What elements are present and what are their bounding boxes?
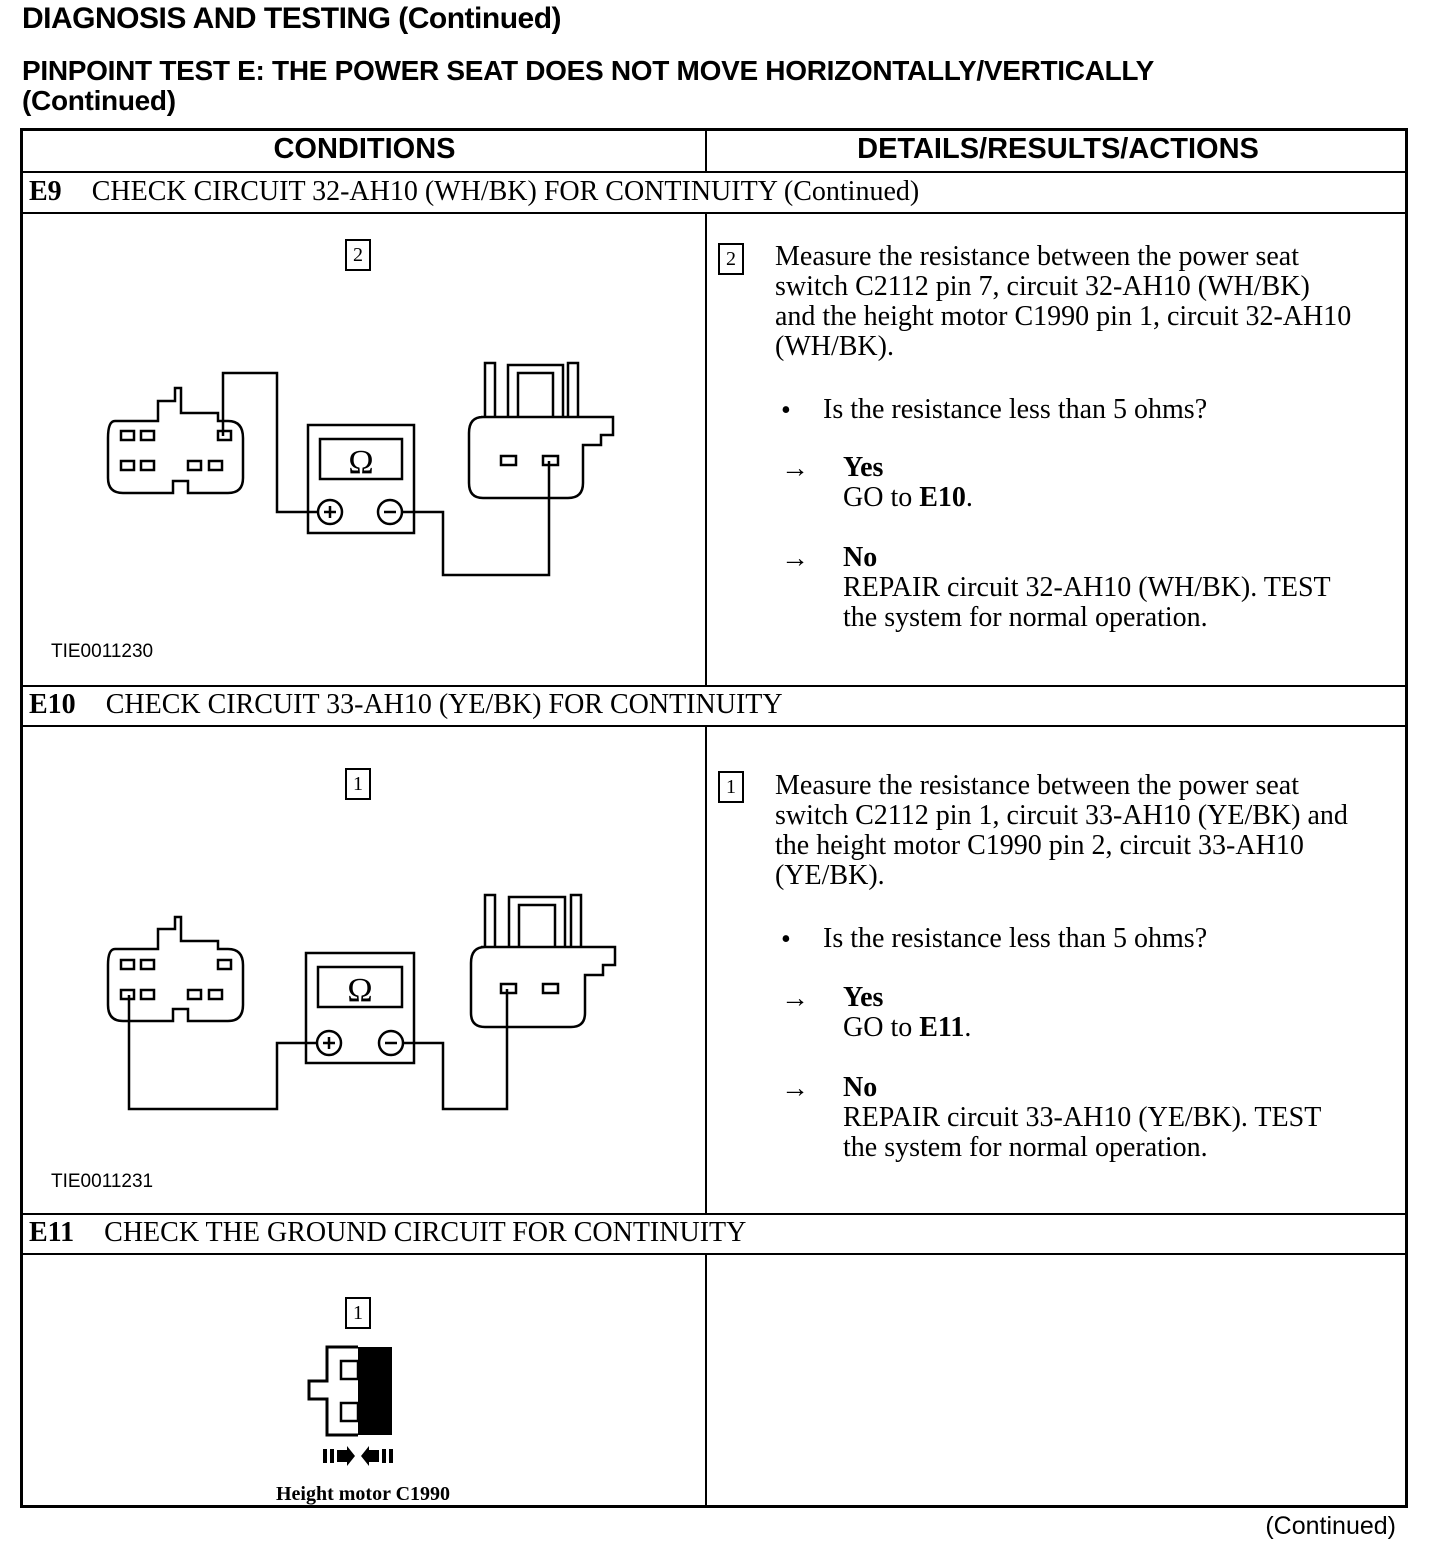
no-action-line: the system for normal operation. [843,1132,1208,1163]
divider [23,1213,1405,1215]
yes-action [843,483,973,513]
instruction-line: Measure the resistance between the power seat [775,770,1299,801]
step-e10-header [29,689,783,721]
e9-instruction [775,242,1351,362]
step-e10-id: E10 [29,689,76,720]
divider [705,212,707,686]
e10-wiring-diagram [23,727,703,1207]
no-action-line: REPAIR circuit 33-AH10 (YE/BK). TEST [843,1102,1322,1133]
details-column-header: DETAILS/RESULTS/ACTIONS [857,133,1259,165]
bullet-icon: • [781,924,791,955]
arrow-icon: → [781,1073,809,1104]
figure-id: TIE0011231 [51,1171,154,1192]
no-action-line: the system for normal operation. [843,602,1208,633]
meter-ohm-symbol: Ω [348,444,374,481]
pinpoint-test-title [22,56,1154,116]
instruction-line: switch C2112 pin 7, circuit 32-AH10 (WH/BK) [775,271,1310,302]
divider [23,171,1405,173]
detail-step-number: 1 [718,771,744,803]
instruction-line: the height motor C1990 pin 2, circuit 33-AH10 [775,830,1304,861]
continued-label: (Continued) [1265,1512,1396,1540]
bullet-icon: • [781,395,791,426]
diagnostic-table [20,128,1408,1508]
instruction-line: switch C2112 pin 1, circuit 33-AH10 (YE/BK) and [775,800,1348,831]
step-e11-header [29,1217,746,1249]
figure-step-number: 2 [345,239,371,271]
yes-action-suffix: . [965,482,973,513]
no-label: No [843,1072,878,1103]
e10-yes-result [843,983,971,1043]
arrow-icon: → [781,543,809,574]
yes-label: Yes [843,452,884,483]
e10-question: Is the resistance less than 5 ohms? [823,923,1208,954]
step-e10-title: CHECK CIRCUIT 33-AH10 (YE/BK) FOR CONTINUITY [105,689,783,720]
instruction-line: Measure the resistance between the power seat [775,241,1299,272]
step-e11-title: CHECK THE GROUND CIRCUIT FOR CONTINUITY [104,1217,747,1248]
arrow-icon: → [781,453,809,484]
arrow-icon: → [781,983,809,1014]
e10-no-result [843,1073,1321,1163]
detail-step-number: 2 [718,243,744,275]
pinpoint-test-title-line2: (Continued) [22,85,176,116]
instruction-line: (WH/BK). [775,331,894,362]
e9-wiring-diagram [23,213,703,683]
instruction-line: and the height motor C1990 pin 1, circuit 32-AH10 [775,301,1352,332]
step-e9-id: E9 [29,176,62,207]
meter-ohm-symbol: Ω [347,972,373,1009]
divider [23,1253,1405,1255]
figure-id: TIE0011230 [51,641,154,662]
yes-action-suffix: . [964,1012,972,1043]
yes-label: Yes [843,982,884,1013]
divider [705,1253,707,1508]
step-e11-id: E11 [29,1217,75,1248]
e9-question: Is the resistance less than 5 ohms? [823,394,1208,425]
step-e9-header [29,176,919,208]
conditions-column-header: CONDITIONS [273,133,456,165]
pinpoint-test-title-line1: PINPOINT TEST E: THE POWER SEAT DOES NOT MOVE HORIZONTALLY/VERTICALLY [22,55,1155,86]
yes-action-target: E11 [919,1012,965,1043]
yes-action [843,1013,971,1043]
figure-step-number: 1 [345,768,371,800]
divider [23,685,1405,687]
e9-no-result [843,543,1331,633]
yes-action-text: GO to [843,1012,920,1043]
yes-action-target: E10 [919,482,966,513]
no-label: No [843,542,878,573]
step-e9-title: CHECK CIRCUIT 32-AH10 (WH/BK) FOR CONTINUITY (Continued) [91,176,920,207]
e9-yes-result [843,453,973,513]
divider [705,725,707,1214]
divider [705,131,707,172]
height-motor-caption: Height motor C1990 [275,1483,451,1505]
no-action-line: REPAIR circuit 32-AH10 (WH/BK). TEST [843,572,1331,603]
e10-instruction [775,771,1348,891]
instruction-line: (YE/BK). [775,860,885,891]
height-motor-connector-icon [293,1337,423,1467]
page-title: DIAGNOSIS AND TESTING (Continued) [22,2,562,35]
yes-action-text: GO to [843,482,920,513]
figure-step-number: 1 [345,1297,371,1329]
